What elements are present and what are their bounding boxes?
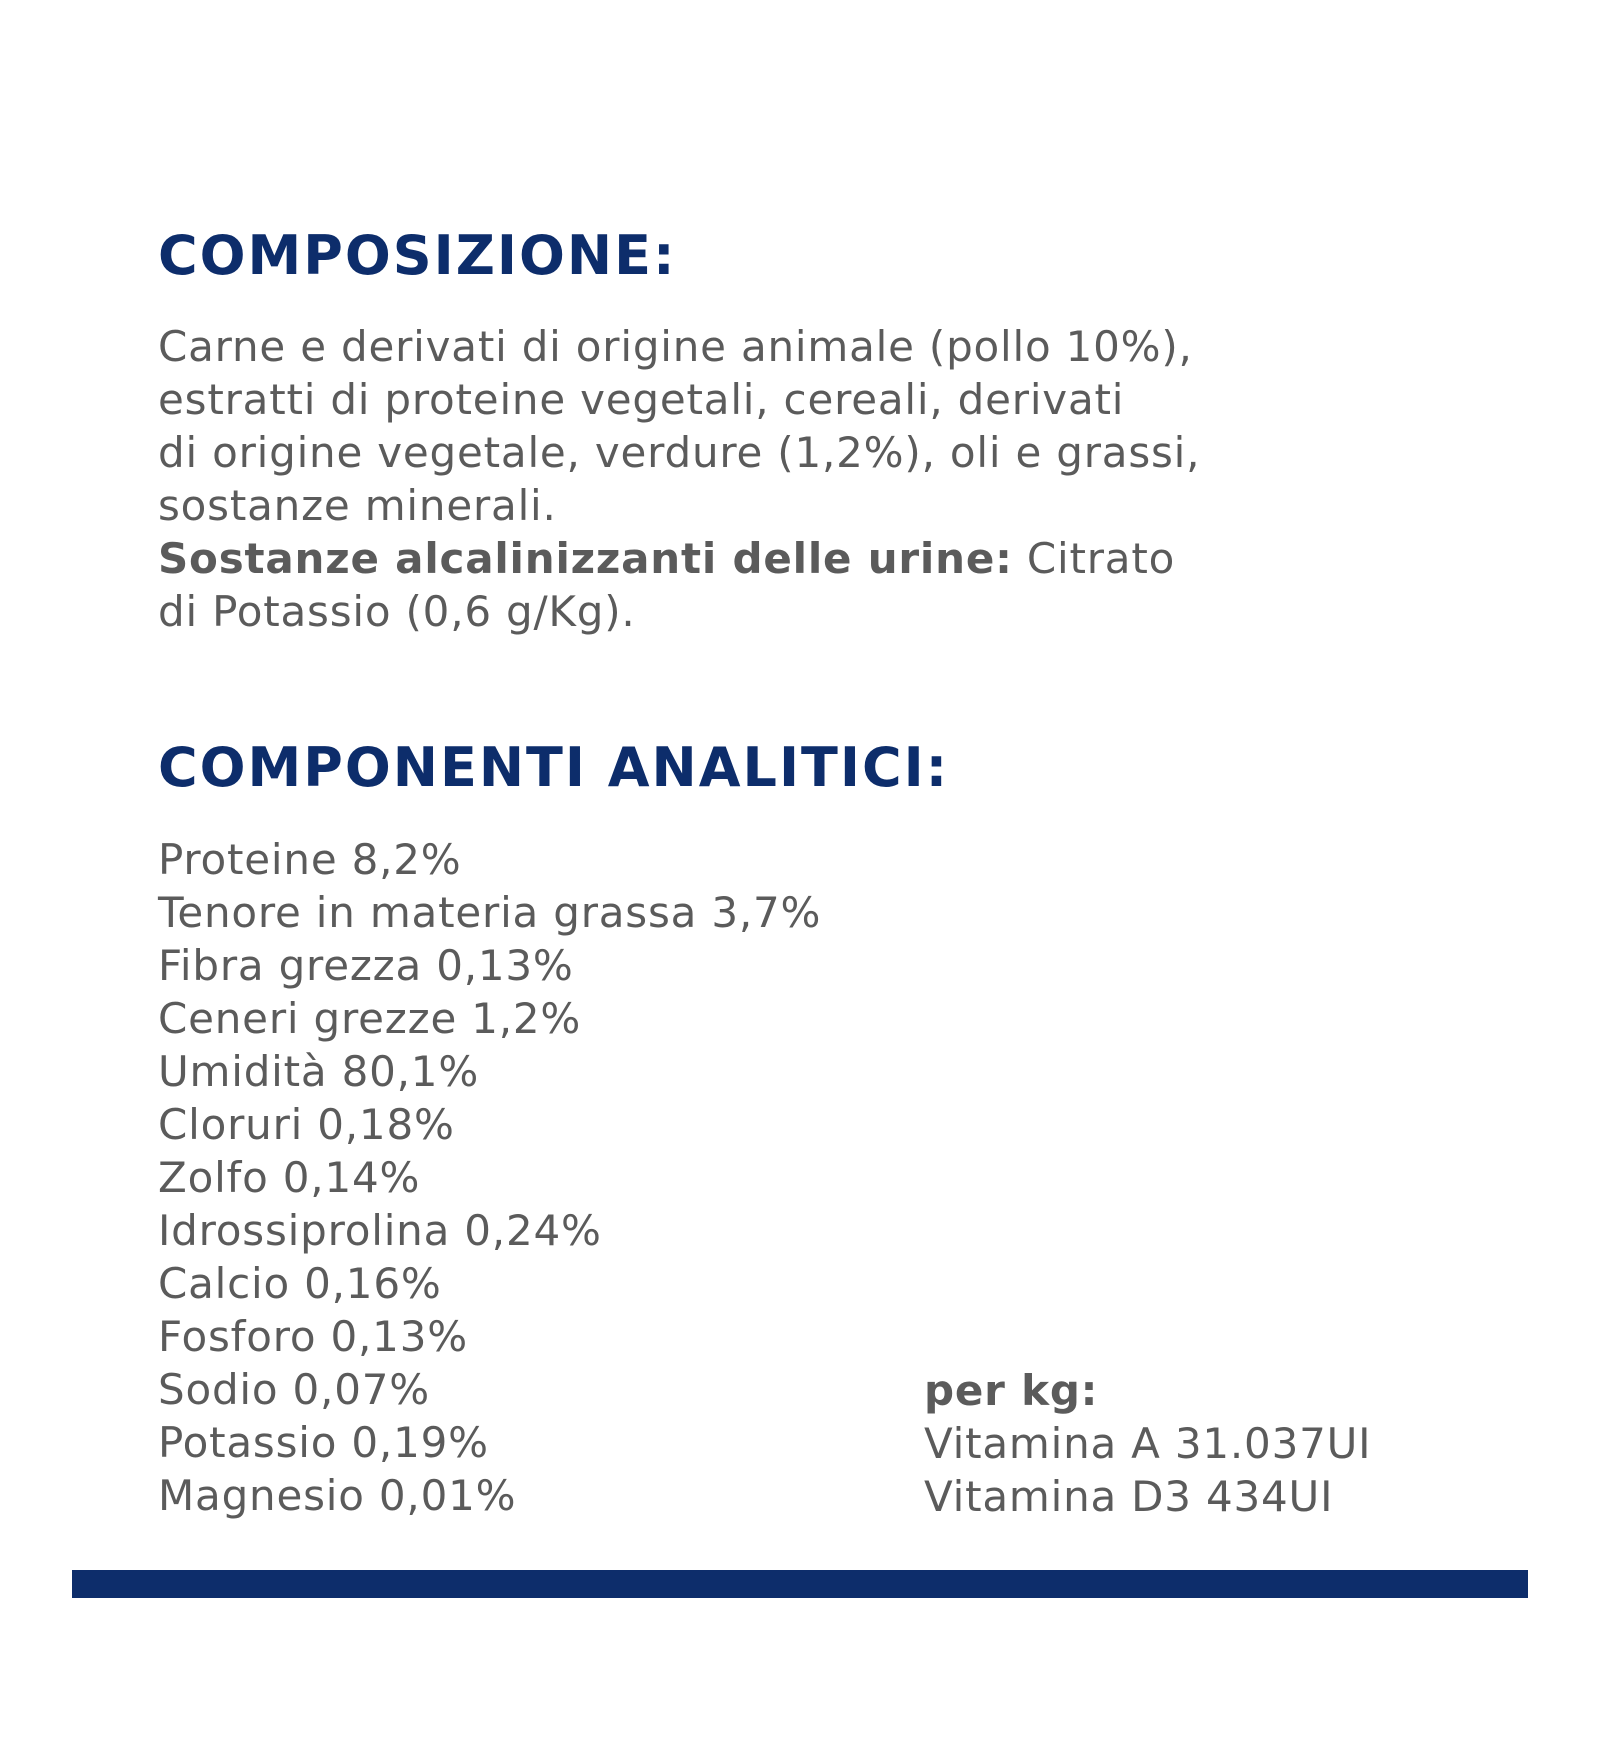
analytic-item: Umidità 80,1% [158, 1047, 480, 1096]
analytic-item: Idrossiprolina 0,24% [158, 1206, 602, 1255]
analytic-item: Proteine 8,2% [158, 835, 462, 884]
composition-text [158, 320, 1200, 638]
vitamins-list [924, 1417, 1371, 1523]
per-kg-block [924, 1364, 1371, 1523]
composition-line: estratti di proteine vegetali, cereali, derivati [158, 375, 1125, 424]
composition-line: Carne e derivati di origine animale (pollo 10%), [158, 322, 1193, 371]
vitamin-item: Vitamina D3 434UI [924, 1472, 1334, 1521]
urine-alkalizer-value-cont: di Potassio (0,6 g/Kg). [158, 587, 636, 636]
analytic-item: Zolfo 0,14% [158, 1153, 421, 1202]
vitamin-item: Vitamina A 31.037UI [924, 1419, 1372, 1468]
analytic-item: Tenore in materia grassa 3,7% [158, 888, 822, 937]
urine-alkalizer-line [158, 532, 1200, 585]
analytic-item: Fosforo 0,13% [158, 1312, 468, 1361]
composition-line: di origine vegetale, verdure (1,2%), oli e grassi, [158, 428, 1201, 477]
bottom-divider-bar [72, 1570, 1528, 1598]
per-kg-label: per kg: [924, 1366, 1099, 1415]
composition-heading: COMPOSIZIONE: [158, 224, 677, 287]
analytic-item: Calcio 0,16% [158, 1259, 442, 1308]
analytic-item: Sodio 0,07% [158, 1365, 430, 1414]
composition-line: sostanze minerali. [158, 481, 557, 530]
analytic-item: Fibra grezza 0,13% [158, 941, 574, 990]
analytic-item: Magnesio 0,01% [158, 1471, 517, 1520]
analytics-list [158, 833, 821, 1522]
analytic-item: Potassio 0,19% [158, 1418, 489, 1467]
analytics-heading: COMPONENTI ANALITICI: [158, 736, 950, 799]
urine-alkalizer-label: Sostanze alcalinizzanti delle urine: [158, 534, 1013, 583]
urine-alkalizer-value: Citrato [1012, 534, 1176, 583]
analytic-item: Ceneri grezze 1,2% [158, 994, 582, 1043]
analytic-item: Cloruri 0,18% [158, 1100, 455, 1149]
